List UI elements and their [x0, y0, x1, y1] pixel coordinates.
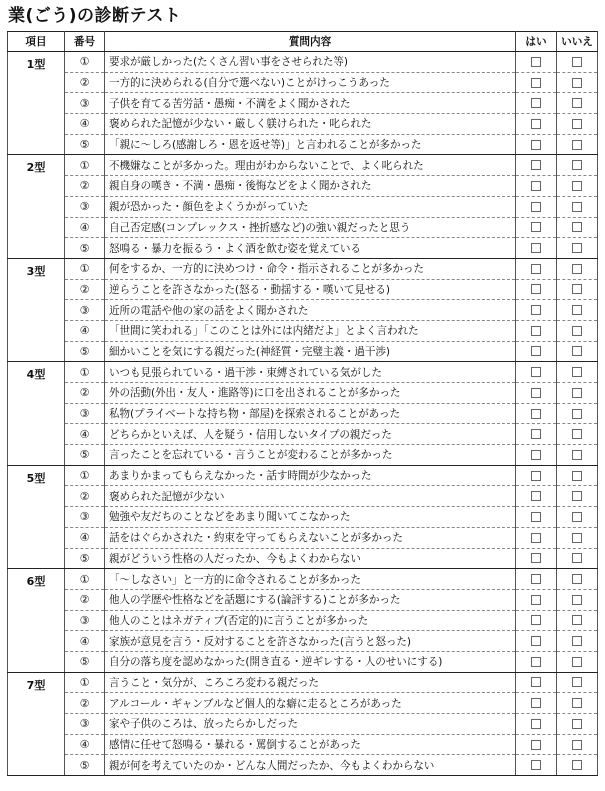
answer-cell-yes — [516, 610, 557, 631]
question-number: ④ — [65, 631, 105, 652]
question-number: ④ — [65, 424, 105, 445]
checkbox-no[interactable] — [572, 429, 582, 439]
question-number: ④ — [65, 527, 105, 548]
checkbox-yes[interactable] — [531, 512, 541, 522]
question-number: ② — [65, 72, 105, 93]
question-text: 怒鳴る・暴力を振るう・よく酒を飲む姿を覚えている — [105, 238, 516, 259]
table-row — [8, 196, 598, 217]
table-row — [8, 279, 598, 300]
answer-cell-yes — [516, 527, 557, 548]
question-number: ⑤ — [65, 134, 105, 155]
answer-cell-no — [557, 714, 598, 735]
checkbox-yes[interactable] — [531, 471, 541, 481]
question-number: ③ — [65, 93, 105, 114]
question-number: ① — [65, 569, 105, 590]
question-text: 「親に〜しろ(感謝しろ・恩を返せ等)」と言われることが多かった — [105, 134, 516, 155]
answer-cell-no — [557, 258, 598, 279]
table-row — [8, 610, 598, 631]
question-text: 褒められた記憶が少ない — [105, 486, 516, 507]
question-number: ① — [65, 258, 105, 279]
answer-cell-yes — [516, 383, 557, 404]
answer-cell-yes — [516, 362, 557, 383]
question-number: ④ — [65, 320, 105, 341]
answer-cell-yes — [516, 279, 557, 300]
answer-cell-no — [557, 424, 598, 445]
question-text: 言うこと・気分が、ころころ変わる親だった — [105, 672, 516, 693]
question-text: 親が恐かった・顔色をよくうかがっていた — [105, 196, 516, 217]
header-yes: はい — [516, 32, 557, 52]
checkbox-yes[interactable] — [531, 740, 541, 750]
answer-cell-yes — [516, 134, 557, 155]
table-row — [8, 589, 598, 610]
question-number: ② — [65, 589, 105, 610]
question-text: 「〜しなさい」と一方的に命令されることが多かった — [105, 569, 516, 590]
answer-cell-yes — [516, 196, 557, 217]
checkbox-no[interactable] — [572, 595, 582, 605]
answer-cell-no — [557, 486, 598, 507]
answer-cell-no — [557, 93, 598, 114]
checkbox-no[interactable] — [572, 760, 582, 770]
type-label: 6型 — [8, 569, 65, 672]
question-number: ① — [65, 155, 105, 176]
type-label: 3型 — [8, 258, 65, 361]
answer-cell-yes — [516, 403, 557, 424]
table-body — [8, 52, 598, 776]
question-text: 他人のことはネガティブ(否定的)に言うことが多かった — [105, 610, 516, 631]
checkbox-no[interactable] — [572, 471, 582, 481]
question-number: ④ — [65, 734, 105, 755]
answer-cell-yes — [516, 651, 557, 672]
checkbox-yes[interactable] — [531, 429, 541, 439]
question-number: ② — [65, 486, 105, 507]
answer-cell-no — [557, 403, 598, 424]
checkbox-no[interactable] — [572, 553, 582, 563]
question-text: どちらかといえば、人を疑う・信用しないタイプの親だった — [105, 424, 516, 445]
answer-cell-yes — [516, 52, 557, 73]
table-row — [8, 217, 598, 238]
checkbox-no[interactable] — [572, 388, 582, 398]
table-row — [8, 72, 598, 93]
answer-cell-yes — [516, 589, 557, 610]
checkbox-yes[interactable] — [531, 160, 541, 170]
checkbox-no[interactable] — [572, 677, 582, 687]
table-row — [8, 320, 598, 341]
question-text: 何をするか、一方的に決めつけ・命令・指示されることが多かった — [105, 258, 516, 279]
checkbox-no[interactable] — [572, 698, 582, 708]
table-row — [8, 383, 598, 404]
question-number: ② — [65, 279, 105, 300]
checkbox-yes[interactable] — [531, 243, 541, 253]
answer-cell-yes — [516, 486, 557, 507]
table-row — [8, 672, 598, 693]
answer-cell-yes — [516, 300, 557, 321]
checkbox-yes[interactable] — [531, 719, 541, 729]
question-number: ② — [65, 383, 105, 404]
answer-cell-no — [557, 569, 598, 590]
checkbox-yes[interactable] — [531, 367, 541, 377]
checkbox-yes[interactable] — [531, 388, 541, 398]
question-text: 親自身の嘆き・不満・愚痴・後悔などをよく聞かされた — [105, 176, 516, 197]
answer-cell-no — [557, 341, 598, 362]
table-row — [8, 569, 598, 590]
answer-cell-no — [557, 72, 598, 93]
answer-cell-yes — [516, 631, 557, 652]
checkbox-no[interactable] — [572, 243, 582, 253]
checkbox-yes[interactable] — [531, 98, 541, 108]
question-text: 自分の落ち度を認めなかった(開き直る・逆ギレする・人のせいにする) — [105, 651, 516, 672]
checkbox-yes[interactable] — [531, 57, 541, 67]
type-label: 5型 — [8, 465, 65, 568]
answer-cell-yes — [516, 155, 557, 176]
question-number: ③ — [65, 403, 105, 424]
checkbox-no[interactable] — [572, 78, 582, 88]
question-text: 親が何を考えていたのか・どんな人間だったか、今もよくわからない — [105, 755, 516, 776]
type-label: 1型 — [8, 52, 65, 155]
question-number: ③ — [65, 300, 105, 321]
checkbox-yes[interactable] — [531, 119, 541, 129]
header-no: いいえ — [557, 32, 598, 52]
answer-cell-yes — [516, 507, 557, 528]
answer-cell-yes — [516, 93, 557, 114]
question-number: ① — [65, 362, 105, 383]
answer-cell-no — [557, 734, 598, 755]
answer-cell-yes — [516, 548, 557, 569]
answer-cell-no — [557, 693, 598, 714]
question-number: ④ — [65, 114, 105, 135]
table-row — [8, 300, 598, 321]
table-row — [8, 693, 598, 714]
checkbox-yes[interactable] — [531, 677, 541, 687]
diagnosis-table — [7, 31, 598, 776]
checkbox-yes[interactable] — [531, 326, 541, 336]
checkbox-yes[interactable] — [531, 533, 541, 543]
checkbox-no[interactable] — [572, 181, 582, 191]
checkbox-no[interactable] — [572, 367, 582, 377]
table-row — [8, 714, 598, 735]
answer-cell-yes — [516, 320, 557, 341]
answer-cell-yes — [516, 114, 557, 135]
table-row — [8, 631, 598, 652]
checkbox-no[interactable] — [572, 719, 582, 729]
type-label: 2型 — [8, 155, 65, 258]
checkbox-yes[interactable] — [531, 140, 541, 150]
page-title: 業(ごう)の診断テスト — [8, 6, 182, 26]
question-number: ③ — [65, 196, 105, 217]
checkbox-no[interactable] — [572, 512, 582, 522]
answer-cell-yes — [516, 258, 557, 279]
question-text: 勉強や友だちのことなどをあまり聞いてこなかった — [105, 507, 516, 528]
question-text: あまりかまってもらえなかった・話す時間が少なかった — [105, 465, 516, 486]
checkbox-yes[interactable] — [531, 222, 541, 232]
checkbox-yes[interactable] — [531, 657, 541, 667]
table-row — [8, 155, 598, 176]
checkbox-no[interactable] — [572, 222, 582, 232]
table-row — [8, 651, 598, 672]
answer-cell-no — [557, 651, 598, 672]
question-number: ⑤ — [65, 445, 105, 466]
table-row — [8, 486, 598, 507]
answer-cell-no — [557, 238, 598, 259]
question-text: 言ったことを忘れている・言うことが変わることが多かった — [105, 445, 516, 466]
question-text: 他人の学歴や性格などを話題にする(論評する)ことが多かった — [105, 589, 516, 610]
type-label: 7型 — [8, 672, 65, 775]
table-row — [8, 238, 598, 259]
answer-cell-no — [557, 134, 598, 155]
question-number: ③ — [65, 610, 105, 631]
answer-cell-no — [557, 362, 598, 383]
question-text: 褒められた記憶が少ない・厳しく躾けられた・叱られた — [105, 114, 516, 135]
checkbox-no[interactable] — [572, 119, 582, 129]
question-number: ⑤ — [65, 651, 105, 672]
header-number: 番号 — [65, 32, 105, 52]
checkbox-yes[interactable] — [531, 595, 541, 605]
checkbox-yes[interactable] — [531, 181, 541, 191]
question-text: 一方的に決められる(自分で選べない)ことがけっこうあった — [105, 72, 516, 93]
table-row — [8, 445, 598, 466]
question-text: 要求が厳しかった(たくさん習い事をさせられた等) — [105, 52, 516, 73]
answer-cell-no — [557, 507, 598, 528]
answer-cell-no — [557, 672, 598, 693]
checkbox-no[interactable] — [572, 140, 582, 150]
checkbox-no[interactable] — [572, 346, 582, 356]
checkbox-yes[interactable] — [531, 202, 541, 212]
question-text: 子供を育てる苦労話・愚痴・不満をよく聞かされた — [105, 93, 516, 114]
answer-cell-yes — [516, 734, 557, 755]
table-row — [8, 114, 598, 135]
question-number: ⑤ — [65, 548, 105, 569]
checkbox-no[interactable] — [572, 57, 582, 67]
answer-cell-no — [557, 155, 598, 176]
table-row — [8, 362, 598, 383]
checkbox-yes[interactable] — [531, 491, 541, 501]
header-item: 項目 — [8, 32, 65, 52]
question-number: ⑤ — [65, 238, 105, 259]
answer-cell-no — [557, 300, 598, 321]
checkbox-no[interactable] — [572, 491, 582, 501]
answer-cell-yes — [516, 424, 557, 445]
answer-cell-yes — [516, 217, 557, 238]
checkbox-yes[interactable] — [531, 450, 541, 460]
answer-cell-no — [557, 548, 598, 569]
table-row — [8, 93, 598, 114]
checkbox-yes[interactable] — [531, 346, 541, 356]
table-row — [8, 258, 598, 279]
type-label: 4型 — [8, 362, 65, 465]
answer-cell-no — [557, 610, 598, 631]
checkbox-no[interactable] — [572, 264, 582, 274]
checkbox-no[interactable] — [572, 98, 582, 108]
table-row — [8, 341, 598, 362]
question-text: 不機嫌なことが多かった。理由がわからないことで、よく叱られた — [105, 155, 516, 176]
question-number: ⑤ — [65, 755, 105, 776]
answer-cell-no — [557, 465, 598, 486]
table-row — [8, 734, 598, 755]
answer-cell-yes — [516, 176, 557, 197]
answer-cell-no — [557, 279, 598, 300]
question-number: ③ — [65, 714, 105, 735]
checkbox-yes[interactable] — [531, 698, 541, 708]
table-row — [8, 465, 598, 486]
question-text: 家族が意見を言う・反対することを許さなかった(言うと怒った) — [105, 631, 516, 652]
answer-cell-yes — [516, 445, 557, 466]
checkbox-no[interactable] — [572, 740, 582, 750]
table-row — [8, 755, 598, 776]
answer-cell-no — [557, 217, 598, 238]
question-number: ⑤ — [65, 341, 105, 362]
question-text: 細かいことを気にする親だった(神経質・完璧主義・過干渉) — [105, 341, 516, 362]
answer-cell-yes — [516, 465, 557, 486]
table-header-row — [8, 32, 598, 52]
question-number: ① — [65, 672, 105, 693]
question-number: ① — [65, 465, 105, 486]
answer-cell-no — [557, 589, 598, 610]
question-text: 家や子供のころは、放ったらかしだった — [105, 714, 516, 735]
question-number: ① — [65, 52, 105, 73]
checkbox-yes[interactable] — [531, 760, 541, 770]
checkbox-no[interactable] — [572, 533, 582, 543]
checkbox-no[interactable] — [572, 409, 582, 419]
checkbox-no[interactable] — [572, 284, 582, 294]
question-text: 近所の電話や他の家の話をよく聞かされた — [105, 300, 516, 321]
question-number: ④ — [65, 217, 105, 238]
checkbox-yes[interactable] — [531, 409, 541, 419]
answer-cell-no — [557, 631, 598, 652]
checkbox-yes[interactable] — [531, 78, 541, 88]
table-row — [8, 403, 598, 424]
answer-cell-yes — [516, 569, 557, 590]
answer-cell-yes — [516, 693, 557, 714]
question-text: 親がどういう性格の人だったか、今もよくわからない — [105, 548, 516, 569]
question-number: ② — [65, 176, 105, 197]
checkbox-yes[interactable] — [531, 284, 541, 294]
answer-cell-no — [557, 114, 598, 135]
question-text: 外の活動(外出・友人・進路等)に口を出されることが多かった — [105, 383, 516, 404]
checkbox-no[interactable] — [572, 636, 582, 646]
answer-cell-yes — [516, 341, 557, 362]
answer-cell-no — [557, 52, 598, 73]
question-text: 自己否定感(コンプレックス・挫折感など)の強い親だったと思う — [105, 217, 516, 238]
table-row — [8, 52, 598, 73]
answer-cell-no — [557, 176, 598, 197]
answer-cell-no — [557, 755, 598, 776]
header-question: 質問内容 — [105, 32, 516, 52]
checkbox-yes[interactable] — [531, 553, 541, 563]
question-text: 私物(プライベートな持ち物・部屋)を探索されることがあった — [105, 403, 516, 424]
answer-cell-yes — [516, 72, 557, 93]
checkbox-no[interactable] — [572, 326, 582, 336]
table-row — [8, 527, 598, 548]
checkbox-no[interactable] — [572, 657, 582, 667]
checkbox-no[interactable] — [572, 450, 582, 460]
checkbox-yes[interactable] — [531, 264, 541, 274]
answer-cell-no — [557, 383, 598, 404]
answer-cell-no — [557, 527, 598, 548]
table-row — [8, 424, 598, 445]
checkbox-no[interactable] — [572, 305, 582, 315]
answer-cell-no — [557, 320, 598, 341]
checkbox-yes[interactable] — [531, 636, 541, 646]
answer-cell-no — [557, 196, 598, 217]
table-row — [8, 176, 598, 197]
checkbox-yes[interactable] — [531, 305, 541, 315]
question-number: ③ — [65, 507, 105, 528]
answer-cell-yes — [516, 672, 557, 693]
answer-cell-yes — [516, 714, 557, 735]
checkbox-no[interactable] — [572, 160, 582, 170]
checkbox-no[interactable] — [572, 615, 582, 625]
question-text: 感情に任せて怒鳴る・暴れる・罵倒することがあった — [105, 734, 516, 755]
table-row — [8, 134, 598, 155]
question-text: 話をはぐらかされた・約束を守ってもらえないことが多かった — [105, 527, 516, 548]
question-text: アルコール・ギャンブルなど個人的な癖に走るところがあった — [105, 693, 516, 714]
checkbox-no[interactable] — [572, 574, 582, 584]
checkbox-yes[interactable] — [531, 615, 541, 625]
checkbox-no[interactable] — [572, 202, 582, 212]
answer-cell-yes — [516, 755, 557, 776]
table-row — [8, 507, 598, 528]
question-text: いつも見張られている・過干渉・束縛されている気がした — [105, 362, 516, 383]
answer-cell-no — [557, 445, 598, 466]
table-row — [8, 548, 598, 569]
question-number: ② — [65, 693, 105, 714]
question-text: 逆らうことを許さなかった(怒る・動揺する・嘆いて見せる) — [105, 279, 516, 300]
answer-cell-yes — [516, 238, 557, 259]
checkbox-yes[interactable] — [531, 574, 541, 584]
question-text: 「世間に笑われる」「このことは外には内緒だよ」とよく言われた — [105, 320, 516, 341]
